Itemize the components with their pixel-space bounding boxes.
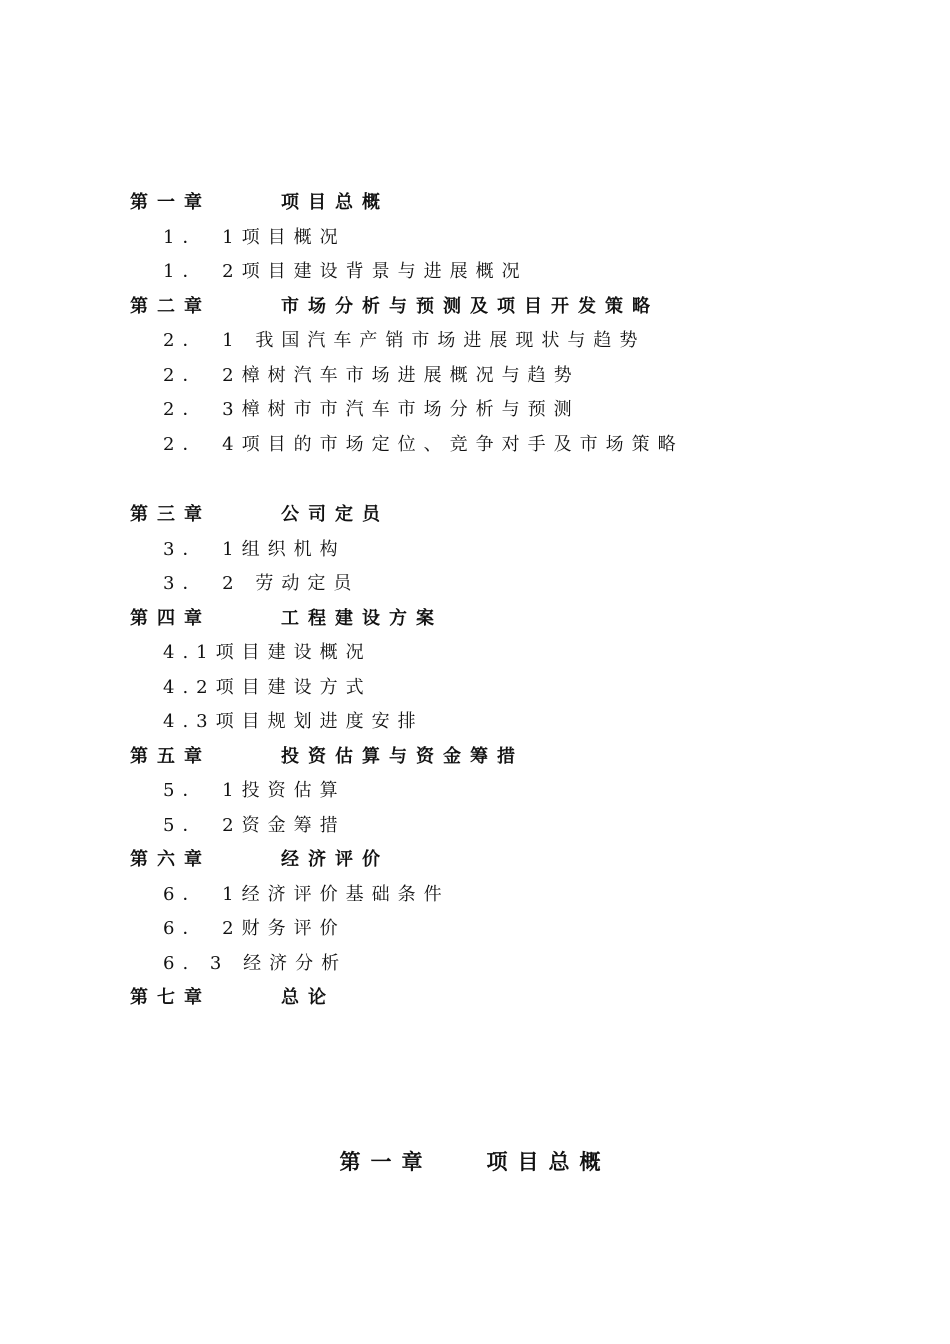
section-title: 4.2项目建设方式 bbox=[163, 676, 372, 698]
toc-section-2-3 bbox=[0, 393, 950, 428]
section-title: 5． 2资金筹措 bbox=[163, 814, 346, 836]
toc-section-1-2 bbox=[0, 255, 950, 290]
chapter-title: 项目总概 bbox=[281, 192, 389, 213]
chapter-title: 市场分析与预测及项目开发策略 bbox=[281, 295, 659, 317]
blank-line bbox=[0, 462, 950, 498]
toc-section-4-1 bbox=[0, 636, 950, 671]
chapter-number: 第七章 bbox=[130, 987, 211, 1008]
chapter-number: 第一章 bbox=[130, 192, 211, 213]
table-of-contents bbox=[0, 186, 950, 1016]
toc-section-5-2 bbox=[0, 809, 950, 844]
heading-chapter-title: 项目总概 bbox=[486, 1149, 611, 1174]
toc-chapter-5 bbox=[0, 740, 950, 775]
toc-section-4-2 bbox=[0, 671, 950, 706]
section-title: 6. 3 经济分析 bbox=[163, 952, 348, 974]
chapter-number: 第五章 bbox=[130, 745, 211, 767]
toc-section-5-1 bbox=[0, 774, 950, 809]
section-title: 4.1项目建设概况 bbox=[163, 642, 372, 663]
toc-section-2-2 bbox=[0, 359, 950, 394]
toc-chapter-1 bbox=[0, 186, 950, 221]
heading-chapter-number: 第一章 bbox=[339, 1149, 433, 1174]
toc-section-3-1 bbox=[0, 533, 950, 568]
section-title: 1． 2项目建设背景与进展概况 bbox=[163, 261, 528, 282]
toc-section-6-3 bbox=[0, 947, 950, 982]
section-title: 2． 3樟树市市汽车市场分析与预测 bbox=[163, 399, 580, 420]
section-title: 3． 2 劳动定员 bbox=[163, 573, 360, 594]
section-title: 3． 1组织机构 bbox=[163, 538, 346, 560]
section-title: 6． 2财务评价 bbox=[163, 918, 346, 939]
toc-chapter-2 bbox=[0, 290, 950, 325]
section-title: 1． 1项目概况 bbox=[163, 226, 346, 248]
section-title: 6． 1经济评价基础条件 bbox=[163, 883, 450, 905]
toc-chapter-6 bbox=[0, 843, 950, 878]
chapter-title: 工程建设方案 bbox=[281, 607, 443, 629]
section-title: 4.3项目规划进度安排 bbox=[163, 711, 424, 732]
chapter-title: 投资估算与资金筹措 bbox=[281, 745, 524, 767]
section-title: 5． 1投资估算 bbox=[163, 780, 346, 801]
toc-section-6-2 bbox=[0, 912, 950, 947]
chapter-title: 公司定员 bbox=[281, 504, 389, 525]
toc-section-3-2 bbox=[0, 567, 950, 602]
chapter-title: 经济评价 bbox=[281, 849, 389, 870]
toc-section-6-1 bbox=[0, 878, 950, 913]
chapter-number: 第六章 bbox=[130, 849, 211, 870]
toc-section-4-3 bbox=[0, 705, 950, 740]
chapter-title: 总论 bbox=[281, 987, 335, 1008]
toc-chapter-7 bbox=[0, 981, 950, 1016]
toc-chapter-3 bbox=[0, 498, 950, 533]
toc-section-1-1 bbox=[0, 221, 950, 256]
chapter-number: 第二章 bbox=[130, 295, 211, 317]
toc-chapter-4 bbox=[0, 602, 950, 637]
chapter-number: 第四章 bbox=[130, 607, 211, 629]
toc-section-2-1 bbox=[0, 324, 950, 359]
section-title: 2． 1 我国汽车产销市场进展现状与趋势 bbox=[163, 330, 646, 351]
toc-section-2-4 bbox=[0, 428, 950, 463]
chapter-heading bbox=[0, 1146, 950, 1176]
chapter-number: 第三章 bbox=[130, 504, 211, 525]
section-title: 2． 2樟树汽车市场进展概况与趋势 bbox=[163, 364, 580, 386]
section-title: 2． 4项目的市场定位、竞争对手及市场策略 bbox=[163, 433, 684, 455]
